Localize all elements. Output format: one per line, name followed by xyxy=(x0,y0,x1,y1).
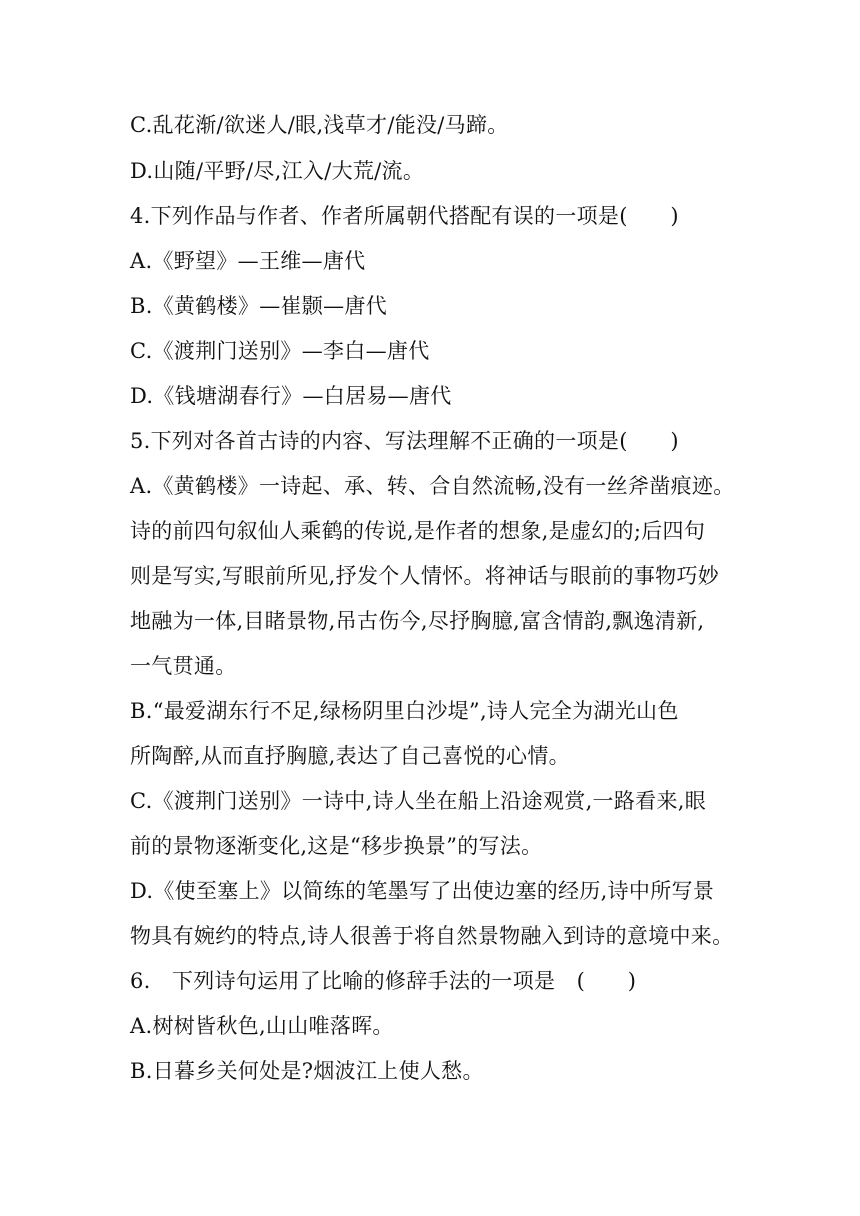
question-6-option-b: B.日暮乡关何处是?烟波江上使人愁。 xyxy=(130,1059,484,1083)
question-5-option-d-cont: 物具有婉约的特点,诗人很善于将自然景物融入到诗的意境中来。 xyxy=(130,924,734,948)
question-5-option-c-cont: 前的景物逐渐变化,这是“移步换景”的写法。 xyxy=(130,834,543,858)
question-4-option-b: B.《黄鹤楼》—崔颢—唐代 xyxy=(130,294,388,318)
question-4-option-c: C.《渡荆门送别》—李白—唐代 xyxy=(130,339,430,363)
question-4-option-a: A.《野望》—王维—唐代 xyxy=(130,249,366,273)
question-5-option-a-cont: 则是写实,写眼前所见,抒发个人情怀。将神话与眼前的事物巧妙 xyxy=(130,564,720,588)
option-4d-text: D.山随/平野/尽,江入/大荒/流。 xyxy=(130,159,425,183)
question-6-option-a: A.树树皆秋色,山山唯落晖。 xyxy=(130,1014,394,1038)
question-5-stem: 5.下列对各首古诗的内容、写法理解不正确的一项是( ) xyxy=(130,429,679,453)
question-5-option-a: A.《黄鹤楼》一诗起、承、转、合自然流畅,没有一丝斧凿痕迹。 xyxy=(130,474,735,498)
question-4-stem: 4.下列作品与作者、作者所属朝代搭配有误的一项是( ) xyxy=(130,204,679,228)
question-5-option-a-cont: 诗的前四句叙仙人乘鹤的传说,是作者的想象,是虚幻的;后四句 xyxy=(130,519,706,543)
question-5-option-a-cont: 地融为一体,目睹景物,吊古伤今,尽抒胸臆,富含情韵,飘逸清新, xyxy=(130,609,705,633)
option-4c-text: C.乱花渐/欲迷人/眼,浅草才/能没/马蹄。 xyxy=(130,113,509,137)
question-5-option-b: B.“最爱湖东行不足,绿杨阴里白沙堤”,诗人完全为湖光山色 xyxy=(130,699,679,723)
question-5-option-d: D.《使至塞上》以简练的笔墨写了出使边塞的经历,诗中所写景 xyxy=(130,879,715,903)
question-6-stem: 6. 下列诗句运用了比喻的修辞手法的一项是 ( ) xyxy=(130,969,637,993)
question-4-option-d: D.《钱塘湖春行》—白居易—唐代 xyxy=(130,384,452,408)
question-5-option-a-cont: 一气贯通。 xyxy=(130,654,237,678)
question-5-option-b-cont: 所陶醉,从而直抒胸臆,表达了自己喜悦的心情。 xyxy=(130,744,570,768)
question-5-option-c: C.《渡荆门送别》一诗中,诗人坐在船上沿途观赏,一路看来,眼 xyxy=(130,789,707,813)
